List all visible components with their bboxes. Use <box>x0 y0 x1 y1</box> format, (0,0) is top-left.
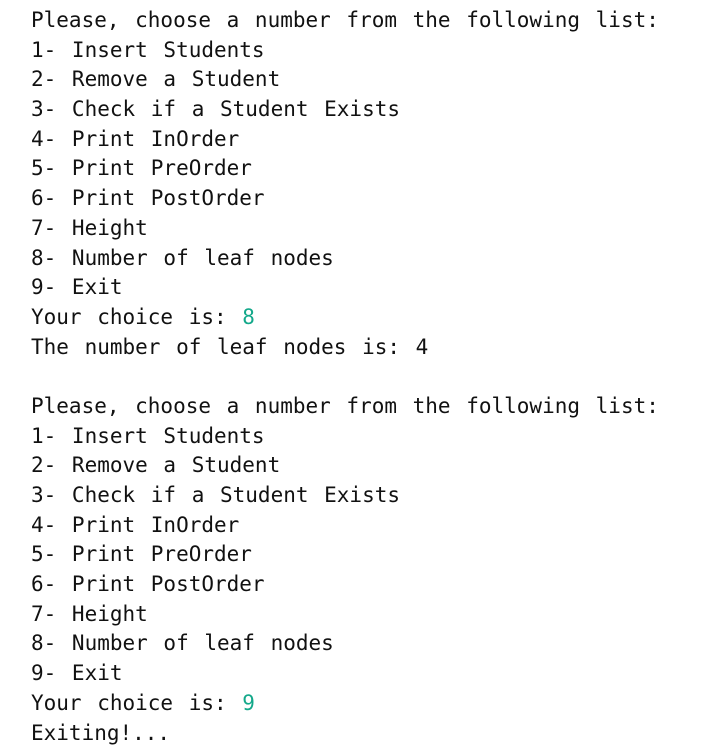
menu-option-exit: 9- Exit <box>31 275 123 300</box>
menu-option-print-inorder: 4- Print InOrder <box>31 126 240 151</box>
menu-prompt: Please, choose a number from the following list: <box>31 8 659 32</box>
menu-option-print-inorder: 4- Print InOrder <box>31 512 240 537</box>
menu-option-print-preorder: 5- Print PreOrder <box>31 156 252 181</box>
choice-line <box>31 303 721 333</box>
menu-option-print-postorder: 6- Print PostOrder <box>31 186 265 211</box>
menu-option-check-student: 3- Check if a Student Exists <box>31 483 401 507</box>
menu-option-insert-students: 1- Insert Students <box>31 37 265 62</box>
menu-option-print-postorder: 6- Print PostOrder <box>31 572 265 597</box>
user-input-value: 8 <box>242 304 255 329</box>
menu-option-remove-student: 2- Remove a Student <box>31 67 281 92</box>
console-output <box>31 6 721 748</box>
menu-option-exit: 9- Exit <box>31 661 123 686</box>
user-input-value: 9 <box>242 690 255 715</box>
blank-line <box>31 362 721 392</box>
menu-option-leaf-nodes: 8- Number of leaf nodes <box>31 245 334 270</box>
menu-option-insert-students: 1- Insert Students <box>31 423 265 448</box>
choice-label: Your choice is: <box>31 690 243 715</box>
menu-prompt: Please, choose a number from the following list: <box>31 393 659 418</box>
menu-option-remove-student: 2- Remove a Student <box>31 453 281 478</box>
menu-option-height: 7- Height <box>31 215 148 240</box>
menu-option-print-preorder: 5- Print PreOrder <box>31 542 252 567</box>
menu-option-height: 7- Height <box>31 601 148 626</box>
result-line: Exiting!... <box>31 720 171 745</box>
result-line: The number of leaf nodes is: 4 <box>31 334 429 359</box>
menu-option-check-student: 3- Check if a Student Exists <box>31 97 401 122</box>
choice-line <box>31 689 721 719</box>
choice-label: Your choice is: <box>31 304 243 329</box>
menu-option-leaf-nodes: 8- Number of leaf nodes <box>31 631 334 656</box>
